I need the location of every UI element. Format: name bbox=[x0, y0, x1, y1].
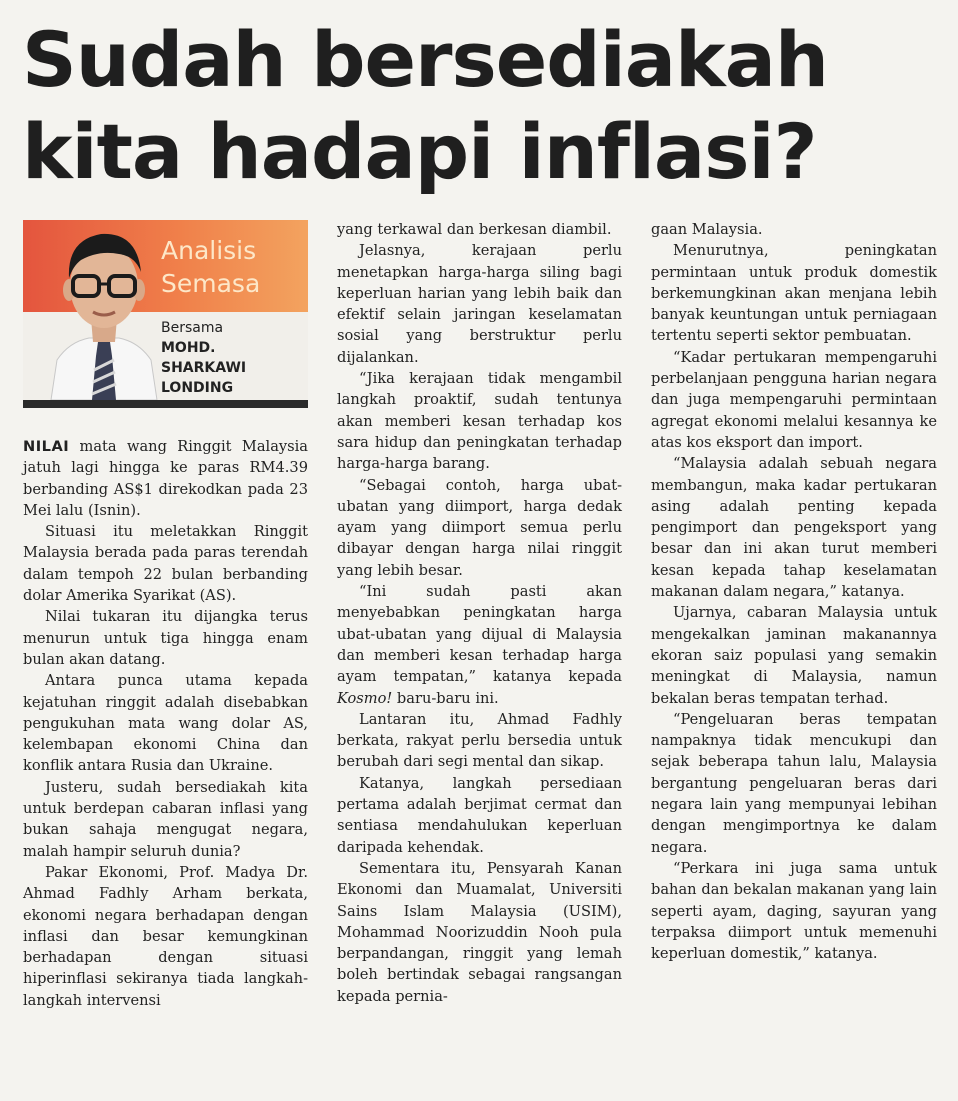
article-paragraph: “Perkara ini juga sama untuk bahan dan bekalan makanan yang lain seperti ayam, daging, sayuran yang terpaksa diimport untuk memenuhi keperluan domestik,” katanya. bbox=[651, 859, 937, 963]
headline-line-1: Sudah bersediakah bbox=[22, 15, 828, 104]
article-paragraph: Situasi itu meletakkan Ringgit Malaysia berada pada paras terendah dalam tempoh 22 bulan berbanding dolar Amerika Syarikat (AS). bbox=[23, 523, 308, 605]
article-paragraph: Jelasnya, kerajaan perlu menetapkan harga-harga siling bagi keperluan harian yang lebih baik dan efektif selain jaringan keselamatan sosial yang berstruktur perlu dijalankan. bbox=[337, 242, 622, 366]
article-column-2 bbox=[337, 219, 622, 1007]
column-label-line-1: Analisis bbox=[161, 236, 257, 265]
article-paragraph: Lantaran itu, Ahmad Fadhly berkata, rakyat perlu bersedia untuk berubah dari segi mental dan sikap. bbox=[337, 710, 622, 771]
headline-line-2: kita hadapi inflasi? bbox=[22, 107, 817, 196]
author-byline bbox=[161, 318, 246, 398]
article-paragraph: Menurutnya, peningkatan permintaan untuk produk domestik berkemungkinan akan menjana lebih banyak keuntungan untuk perniagaan tertentu seperti sektor pembuatan. bbox=[651, 242, 937, 345]
article-column-3 bbox=[651, 219, 937, 964]
article-paragraph: Pakar Ekonomi, Prof. Madya Dr. Ahmad Fadhly Arham berkata, ekonomi negara berhadapan dengan inflasi dan besar kemungkinan berhadapan dengan situasi hiperinflasi sekiranya tiada langkah-langkah intervensi bbox=[23, 863, 308, 1009]
article-paragraph: Nilai tukaran itu dijangka terus menurun untuk tiga hingga enam bulan akan datang. bbox=[23, 608, 308, 668]
paragraph-text: “Ini sudah pasti akan menyebabkan peningkatan harga ubat-ubatan yang dijual di Malaysia dan memberi kesan terhadap harga ayam tempatan,” katanya kepada bbox=[337, 583, 622, 686]
headline bbox=[22, 14, 942, 198]
article-paragraph: “Malaysia adalah sebuah negara membangun, maka kadar pertukaran asing adalah penting kepada pengimport dan pengeksport yang besar dan ini akan turut memberi kesan kepada tahap keselamatan makanan dalam negara,” katanya. bbox=[651, 455, 937, 601]
article-paragraph: Sementara itu, Pensyarah Kanan Ekonomi dan Muamalat, Universiti Sains Islam Malaysia (USIM), Mohammad Noorizuddin Nooh pula berpandangan, ringgit yang lemah boleh bertindak sebagai rangsangan kepada pernia- bbox=[337, 859, 622, 1005]
article-paragraph: yang terkawal dan berkesan diambil. bbox=[337, 221, 612, 238]
article-paragraph: Ujarnya, cabaran Malaysia untuk mengekalkan jaminan makanannya ekoran saiz populasi yang semakin meningkat di Malaysia, namun bekalan beras tempatan terhad. bbox=[651, 604, 937, 707]
byline-prefix: Bersama bbox=[161, 320, 224, 336]
column-label bbox=[161, 234, 260, 300]
box-bottom-rule bbox=[23, 400, 308, 408]
paragraph-text: mata wang Ringgit Malaysia jatuh lagi hingga ke paras RM4.39 berbanding AS$1 direkodkan pada 23 Mei lalu (Isnin). bbox=[23, 438, 308, 519]
author-name-line-3: LONDING bbox=[161, 380, 234, 396]
author-name-line-1: MOHD. bbox=[161, 340, 216, 356]
article-paragraph: Katanya, langkah persediaan pertama adalah berjimat cermat dan sentiasa mendahulukan keperluan daripada kehendak. bbox=[337, 774, 622, 856]
paragraph-text: baru-baru ini. bbox=[392, 689, 499, 707]
column-label-line-2: Semasa bbox=[161, 269, 261, 298]
columnist-box bbox=[23, 220, 308, 408]
lead-word: NILAI bbox=[23, 438, 70, 455]
publication-name: Kosmo! bbox=[337, 689, 393, 707]
article-paragraph: Antara punca utama kepada kejatuhan ringgit adalah disebabkan pengukuhan mata wang dolar AS, kelembapan ekonomi China dan konflik antara Rusia dan Ukraine. bbox=[23, 672, 308, 775]
article-paragraph: “Jika kerajaan tidak mengambil langkah proaktif, sudah tentunya akan memberi kesan terhadap kos sara hidup dan peningkatan terhadap harga-harga barang. bbox=[337, 370, 622, 473]
article-paragraph: “Pengeluaran beras tempatan nampaknya tidak mencukupi dan sejak beberapa tahun lalu, Malaysia bergantung pengeluaran beras dari negara lain yang mempunyai lebihan dengan mengimportnya ke dalam negara. bbox=[651, 710, 937, 856]
author-name-line-2: SHARKAWI bbox=[161, 360, 247, 376]
article-column-1 bbox=[23, 436, 308, 1011]
author-portrait bbox=[49, 220, 159, 400]
article-paragraph bbox=[23, 436, 308, 521]
article-paragraph: Justeru, sudah bersediakah kita untuk berdepan cabaran inflasi yang bukan sahaja mengugat negara, malah hampir seluruh dunia? bbox=[23, 778, 308, 860]
article-paragraph bbox=[337, 581, 622, 709]
article-paragraph: “Kadar pertukaran mempengaruhi perbelanjaan pengguna harian negara dan juga mempengaruhi permintaan agregat ekonomi melalui kesannya ke atas kos eksport dan import. bbox=[651, 348, 937, 451]
article-paragraph: “Sebagai contoh, harga ubat-ubatan yang diimport, harga dedak ayam yang diimport semua perlu dibayar dengan harga nilai ringgit yang lebih besar. bbox=[337, 476, 622, 579]
article-paragraph: gaan Malaysia. bbox=[651, 221, 763, 238]
